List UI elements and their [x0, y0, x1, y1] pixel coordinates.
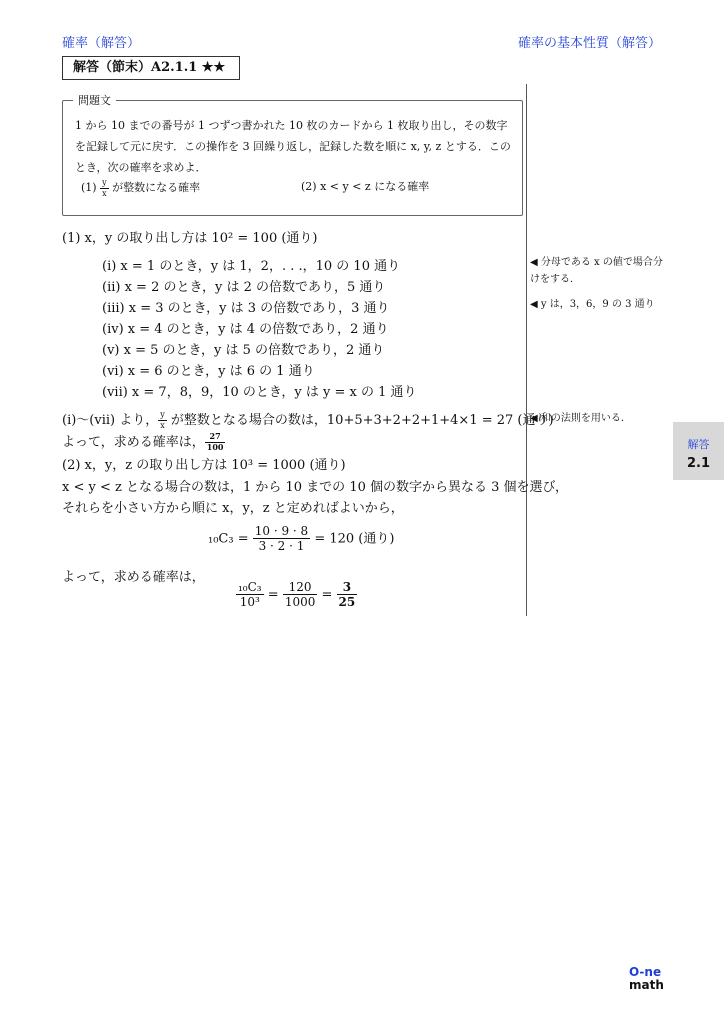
part2-line2: x < y < z となる場合の数は，1 から 10 までの 10 個の数字から異なる 3 個を選び，	[62, 480, 569, 495]
sum-fraction	[158, 410, 167, 430]
answer1-prefix: よって，求める確率は，	[62, 435, 205, 450]
answer1-den: 100	[206, 442, 224, 452]
problem-question-1	[81, 178, 200, 198]
final-num-2: 120	[283, 580, 318, 595]
part2-intro: (2) x，y，z の取り出し方は 10³ = 1000 (通り)	[62, 458, 346, 473]
onemath-logo	[629, 966, 664, 992]
sum-frac-den: x	[160, 421, 165, 430]
title-box: 解答（節末）A2.1.1 ★★	[62, 56, 240, 80]
final-den-1: 10³	[239, 595, 260, 610]
header-left: 確率（解答）	[62, 36, 141, 51]
section-tab	[673, 422, 724, 480]
problem-label: 問題文	[73, 92, 116, 108]
answer1-num: 27	[205, 432, 226, 443]
section-tab-label: 解答	[687, 438, 710, 451]
problem-question-2: (2) x < y < z になる確率	[301, 180, 430, 193]
sum-frac-num: y	[160, 410, 165, 420]
note-3: ◀ 和の法則を用いる．	[530, 413, 631, 424]
combination-formula	[208, 524, 394, 554]
header-right: 確率の基本性質（解答）	[517, 36, 661, 51]
note-1: ◀ 分母である x の値で場合分けをする．	[530, 257, 663, 285]
final-fraction-3	[337, 580, 358, 610]
case-7: (vii) x = 7，8，9，10 のとき，y は y = x の 1 通り	[102, 385, 417, 400]
part1-intro: (1) x，y の取り出し方は 10² = 100 (通り)	[62, 231, 318, 246]
q1-den: x	[102, 188, 107, 198]
section-tab-number: 2.1	[686, 456, 711, 471]
final-num-1: ₁₀C₃	[238, 580, 262, 594]
sum-prefix: (i)〜(vii) より，	[62, 413, 159, 428]
case-5: (v) x = 5 のとき，y は 5 の倍数であり，2 通り	[102, 343, 385, 358]
q1-num: y	[102, 178, 107, 187]
case-6: (vi) x = 6 のとき，y は 6 の 1 通り	[102, 364, 315, 379]
answer1-fraction	[205, 432, 226, 452]
part2-line3: それらを小さい方から順に x，y，z と定めればよいから，	[62, 501, 404, 516]
final-eq-1: =	[267, 587, 279, 603]
q1-suffix: が整数になる確率	[108, 181, 201, 195]
comb-num: 10 · 9 · 8	[254, 524, 309, 538]
final-den-3: 25	[338, 595, 356, 610]
sum-line	[62, 409, 554, 431]
comb-den: 3 · 2 · 1	[258, 539, 305, 554]
final-fraction-2	[283, 580, 318, 610]
case-2: (ii) x = 2 のとき，y は 2 の倍数であり，5 通り	[102, 280, 386, 295]
final-den-2: 1000	[284, 595, 316, 610]
answer2-prefix: よって，求める確率は，	[62, 570, 205, 585]
margin-divider	[526, 84, 527, 616]
q1-fraction	[100, 178, 109, 198]
logo-line-2: math	[629, 978, 664, 992]
comb-fraction	[253, 524, 310, 554]
final-formula	[236, 580, 357, 610]
case-3: (iii) x = 3 のとき，y は 3 の倍数であり，3 通り	[102, 301, 390, 316]
final-fraction-1	[236, 580, 264, 610]
logo-line-1: O-ne	[629, 965, 662, 979]
final-eq-2: =	[321, 587, 333, 603]
final-num-3: 3	[337, 580, 358, 595]
sum-suffix: が整数となる場合の数は，10+5+3+2+2+1+4×1 = 27 (通り)	[166, 413, 554, 428]
answer1-line	[62, 431, 225, 453]
comb-rhs: = 120 (通り)	[314, 531, 395, 547]
problem-text: 1 から 10 までの番号が 1 つずつ書かれた 10 枚のカードから 1 枚取り出し，その数字を記録して元に戻す．この操作を 3 回繰り返し，記録した数を順に x, y, z とする．このとき，次の確率を求めよ．	[75, 119, 511, 174]
q1-prefix: (1)	[81, 181, 101, 195]
problem-box	[62, 94, 523, 216]
comb-lhs: ₁₀C₃ =	[208, 531, 249, 547]
note-2: ◀ y は，3，6，9 の 3 通り	[530, 299, 655, 310]
case-4: (iv) x = 4 のとき，y は 4 の倍数であり，2 通り	[102, 322, 389, 337]
case-1: (i) x = 1 のとき，y は 1，2，. . .，10 の 10 通り	[102, 259, 401, 274]
